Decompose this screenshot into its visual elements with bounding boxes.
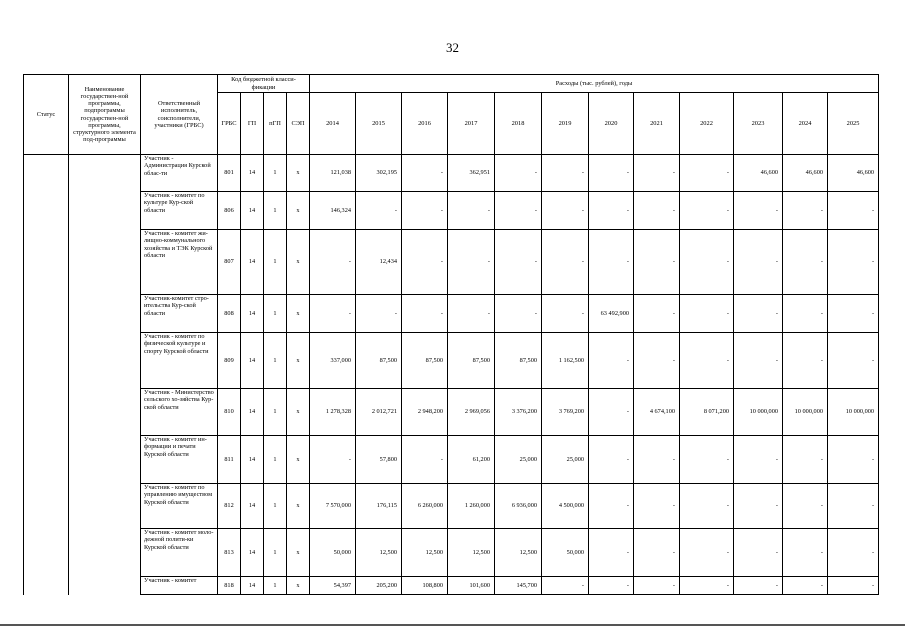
expense-cell: - bbox=[310, 436, 356, 484]
expense-cell: - bbox=[828, 577, 879, 595]
table-row bbox=[24, 529, 879, 577]
expense-cell: - bbox=[634, 295, 680, 333]
header-year-column: 2014 bbox=[310, 93, 356, 155]
participant-cell: Участник - комитет ин-формации и печати Курской области bbox=[141, 436, 218, 484]
expense-cell: 54,397 bbox=[310, 577, 356, 595]
expense-cell: - bbox=[310, 295, 356, 333]
participant-cell: Участник - комитет bbox=[141, 577, 218, 595]
expense-cell: - bbox=[783, 436, 828, 484]
expense-cell: 6 936,000 bbox=[495, 484, 542, 529]
expense-cell: - bbox=[589, 436, 634, 484]
expense-cell: - bbox=[680, 155, 734, 192]
expense-cell: - bbox=[634, 230, 680, 295]
code-cell: 1 bbox=[264, 230, 287, 295]
header-year-column: 2016 bbox=[402, 93, 448, 155]
table-row bbox=[24, 155, 879, 192]
expense-cell: 1 278,328 bbox=[310, 389, 356, 436]
code-cell: 1 bbox=[264, 577, 287, 595]
header-status: Статус bbox=[24, 75, 69, 155]
expense-cell: 61,200 bbox=[448, 436, 495, 484]
code-cell: 810 bbox=[218, 389, 241, 436]
expense-cell: - bbox=[589, 192, 634, 230]
page-number: 32 bbox=[446, 40, 459, 55]
expense-cell: 63 492,900 bbox=[589, 295, 634, 333]
code-cell: 14 bbox=[241, 155, 264, 192]
table-row bbox=[24, 295, 879, 333]
code-cell: 1 bbox=[264, 389, 287, 436]
expense-cell: 2 012,721 bbox=[356, 389, 402, 436]
expense-cell: - bbox=[734, 192, 783, 230]
expense-cell: 50,000 bbox=[542, 529, 589, 577]
code-cell: 14 bbox=[241, 389, 264, 436]
expense-cell: - bbox=[589, 155, 634, 192]
header-year-column: 2024 bbox=[783, 93, 828, 155]
table-row bbox=[24, 230, 879, 295]
code-cell: 812 bbox=[218, 484, 241, 529]
expense-cell: 108,800 bbox=[402, 577, 448, 595]
code-cell: 14 bbox=[241, 529, 264, 577]
header-program-name: Наименование государствен-ной программы, подпрограммы государствен-ной программы, структурного элемента под-программы bbox=[69, 75, 141, 155]
table-row bbox=[24, 436, 879, 484]
header-responsible: Ответственный исполнитель, соисполнители, участники (ГРБС) bbox=[141, 75, 218, 155]
expense-cell: 12,500 bbox=[402, 529, 448, 577]
expense-cell: - bbox=[495, 155, 542, 192]
expense-cell: - bbox=[734, 484, 783, 529]
code-cell: х bbox=[287, 529, 310, 577]
expense-cell: 25,000 bbox=[542, 436, 589, 484]
expense-cell: - bbox=[828, 436, 879, 484]
participant-cell: Участник - Администрация Курской облас-ти bbox=[141, 155, 218, 192]
code-cell: 1 bbox=[264, 333, 287, 389]
status-cell bbox=[24, 155, 69, 595]
expense-cell: 337,000 bbox=[310, 333, 356, 389]
expense-cell: - bbox=[783, 230, 828, 295]
expense-cell: - bbox=[634, 577, 680, 595]
code-cell: х bbox=[287, 333, 310, 389]
header-code-column: пГП bbox=[264, 93, 287, 155]
expense-cell: - bbox=[680, 577, 734, 595]
code-cell: х bbox=[287, 389, 310, 436]
expense-cell: - bbox=[783, 577, 828, 595]
expense-cell: 46,600 bbox=[734, 155, 783, 192]
table-row bbox=[24, 484, 879, 529]
expense-cell: 46,600 bbox=[828, 155, 879, 192]
expense-cell: 362,951 bbox=[448, 155, 495, 192]
expense-cell: - bbox=[310, 230, 356, 295]
expense-cell: - bbox=[680, 295, 734, 333]
header-code-column: ГРБС bbox=[218, 93, 241, 155]
expense-cell: - bbox=[783, 484, 828, 529]
expense-cell: - bbox=[828, 529, 879, 577]
expense-cell: - bbox=[634, 484, 680, 529]
table-row bbox=[24, 333, 879, 389]
code-cell: 14 bbox=[241, 484, 264, 529]
code-cell: 1 bbox=[264, 529, 287, 577]
expense-cell: - bbox=[680, 436, 734, 484]
expense-cell: - bbox=[680, 230, 734, 295]
expense-cell: 205,200 bbox=[356, 577, 402, 595]
expense-cell: 10 000,000 bbox=[828, 389, 879, 436]
header-year-column: 2017 bbox=[448, 93, 495, 155]
header-year-column: 2015 bbox=[356, 93, 402, 155]
expense-cell: - bbox=[734, 295, 783, 333]
expense-cell: - bbox=[448, 230, 495, 295]
expense-cell: - bbox=[634, 333, 680, 389]
scan-edge bbox=[0, 624, 905, 626]
expense-cell: 146,324 bbox=[310, 192, 356, 230]
table-row bbox=[24, 389, 879, 436]
header-year-column: 2019 bbox=[542, 93, 589, 155]
expense-cell: 6 260,000 bbox=[402, 484, 448, 529]
code-cell: 14 bbox=[241, 436, 264, 484]
code-cell: 14 bbox=[241, 230, 264, 295]
expense-cell: - bbox=[680, 529, 734, 577]
table-row bbox=[24, 577, 879, 595]
expense-cell: - bbox=[634, 155, 680, 192]
expense-cell: - bbox=[783, 333, 828, 389]
participant-cell: Участник - комитет по управлению имуществом Курской области bbox=[141, 484, 218, 529]
participant-cell: Участник - комитет жи-лищно-коммунального хозяйства и ТЭК Курской области bbox=[141, 230, 218, 295]
expense-cell: - bbox=[448, 295, 495, 333]
expense-cell: 46,600 bbox=[783, 155, 828, 192]
expense-cell: 57,800 bbox=[356, 436, 402, 484]
expense-cell: - bbox=[589, 484, 634, 529]
expense-cell: - bbox=[734, 436, 783, 484]
expense-cell: 101,600 bbox=[448, 577, 495, 595]
expense-cell: 3 376,200 bbox=[495, 389, 542, 436]
expense-cell: 176,115 bbox=[356, 484, 402, 529]
expense-cell: 1 260,000 bbox=[448, 484, 495, 529]
participant-cell: Участник - комитет моло-дежной полити-ки Курской области bbox=[141, 529, 218, 577]
code-cell: 808 bbox=[218, 295, 241, 333]
header-expenses: Расходы (тыс. рублей), годы bbox=[310, 75, 879, 93]
code-cell: х bbox=[287, 230, 310, 295]
expense-cell: - bbox=[828, 484, 879, 529]
expense-cell: - bbox=[542, 230, 589, 295]
expense-cell: - bbox=[542, 295, 589, 333]
code-cell: 1 bbox=[264, 155, 287, 192]
code-cell: х bbox=[287, 484, 310, 529]
expense-cell: 12,500 bbox=[356, 529, 402, 577]
expense-cell: 12,500 bbox=[495, 529, 542, 577]
expense-cell: 25,000 bbox=[495, 436, 542, 484]
expense-cell: - bbox=[589, 529, 634, 577]
participant-cell: Участник - Министерство сельского хо-зяйства Кур-ской области bbox=[141, 389, 218, 436]
expense-cell: - bbox=[448, 192, 495, 230]
expense-cell: - bbox=[828, 230, 879, 295]
participant-cell: Участник - комитет по культуре Кур-ской области bbox=[141, 192, 218, 230]
expense-cell: - bbox=[402, 230, 448, 295]
header-year-column: 2023 bbox=[734, 93, 783, 155]
header-year-column: 2021 bbox=[634, 93, 680, 155]
code-cell: 1 bbox=[264, 436, 287, 484]
code-cell: х bbox=[287, 155, 310, 192]
expense-cell: - bbox=[734, 577, 783, 595]
expense-cell: 1 162,500 bbox=[542, 333, 589, 389]
expense-cell: - bbox=[828, 192, 879, 230]
expense-cell: - bbox=[734, 529, 783, 577]
code-cell: 1 bbox=[264, 192, 287, 230]
code-cell: 811 bbox=[218, 436, 241, 484]
expense-cell: - bbox=[634, 436, 680, 484]
code-cell: х bbox=[287, 577, 310, 595]
expense-cell: - bbox=[356, 295, 402, 333]
header-budget-code: Код бюджетной класси-фикации bbox=[218, 75, 310, 93]
participant-cell: Участник - комитет по физической культуре и спорту Курской области bbox=[141, 333, 218, 389]
expense-cell: - bbox=[680, 333, 734, 389]
code-cell: 813 bbox=[218, 529, 241, 577]
program-name-cell bbox=[69, 155, 141, 595]
expense-cell: - bbox=[402, 436, 448, 484]
expense-cell: - bbox=[589, 230, 634, 295]
participant-cell: Участник-комитет стро-ительства Кур-ской области bbox=[141, 295, 218, 333]
code-cell: х bbox=[287, 436, 310, 484]
table-row bbox=[24, 192, 879, 230]
expense-cell: 87,500 bbox=[402, 333, 448, 389]
expense-cell: - bbox=[589, 333, 634, 389]
expense-cell: - bbox=[828, 333, 879, 389]
expense-cell: 87,500 bbox=[356, 333, 402, 389]
code-cell: х bbox=[287, 192, 310, 230]
expense-cell: - bbox=[680, 484, 734, 529]
expense-cell: 145,700 bbox=[495, 577, 542, 595]
expense-cell: 3 769,200 bbox=[542, 389, 589, 436]
expense-cell: - bbox=[783, 529, 828, 577]
expense-cell: 4 674,100 bbox=[634, 389, 680, 436]
code-cell: 14 bbox=[241, 577, 264, 595]
code-cell: 14 bbox=[241, 295, 264, 333]
expense-cell: - bbox=[542, 155, 589, 192]
expense-cell: - bbox=[542, 192, 589, 230]
header-code-column: ГП bbox=[241, 93, 264, 155]
code-cell: 1 bbox=[264, 295, 287, 333]
header-year-column: 2020 bbox=[589, 93, 634, 155]
expense-cell: 87,500 bbox=[448, 333, 495, 389]
expense-cell: 302,195 bbox=[356, 155, 402, 192]
expense-cell: 87,500 bbox=[495, 333, 542, 389]
expense-cell: - bbox=[495, 295, 542, 333]
header-code-column: СЭП bbox=[287, 93, 310, 155]
code-cell: 1 bbox=[264, 484, 287, 529]
expense-cell: - bbox=[589, 389, 634, 436]
expense-cell: 10 000,000 bbox=[783, 389, 828, 436]
code-cell: 818 bbox=[218, 577, 241, 595]
expense-cell: 12,434 bbox=[356, 230, 402, 295]
expense-cell: 10 000,000 bbox=[734, 389, 783, 436]
expense-cell: 8 071,200 bbox=[680, 389, 734, 436]
expense-cell: 12,500 bbox=[448, 529, 495, 577]
expense-cell: - bbox=[734, 230, 783, 295]
expense-cell: - bbox=[402, 295, 448, 333]
code-cell: 806 bbox=[218, 192, 241, 230]
expense-cell: 4 500,000 bbox=[542, 484, 589, 529]
expense-cell: 2 969,056 bbox=[448, 389, 495, 436]
code-cell: 801 bbox=[218, 155, 241, 192]
expense-cell: - bbox=[783, 295, 828, 333]
expense-cell: - bbox=[589, 577, 634, 595]
expense-cell: - bbox=[634, 529, 680, 577]
expense-cell: - bbox=[356, 192, 402, 230]
expense-cell: - bbox=[402, 155, 448, 192]
code-cell: 14 bbox=[241, 192, 264, 230]
expense-cell: 2 948,200 bbox=[402, 389, 448, 436]
expense-cell: 121,038 bbox=[310, 155, 356, 192]
code-cell: 14 bbox=[241, 333, 264, 389]
expense-cell: - bbox=[828, 295, 879, 333]
budget-table bbox=[23, 74, 879, 595]
expense-cell: 7 570,000 bbox=[310, 484, 356, 529]
header-year-column: 2022 bbox=[680, 93, 734, 155]
expense-cell: - bbox=[634, 192, 680, 230]
expense-cell: - bbox=[402, 192, 448, 230]
code-cell: 809 bbox=[218, 333, 241, 389]
expense-cell: - bbox=[495, 192, 542, 230]
expense-cell: - bbox=[783, 192, 828, 230]
code-cell: 807 bbox=[218, 230, 241, 295]
code-cell: х bbox=[287, 295, 310, 333]
expense-cell: 50,000 bbox=[310, 529, 356, 577]
header-year-column: 2018 bbox=[495, 93, 542, 155]
expense-cell: - bbox=[680, 192, 734, 230]
expense-cell: - bbox=[734, 333, 783, 389]
expense-cell: - bbox=[542, 577, 589, 595]
header-year-column: 2025 bbox=[828, 93, 879, 155]
expense-cell: - bbox=[495, 230, 542, 295]
